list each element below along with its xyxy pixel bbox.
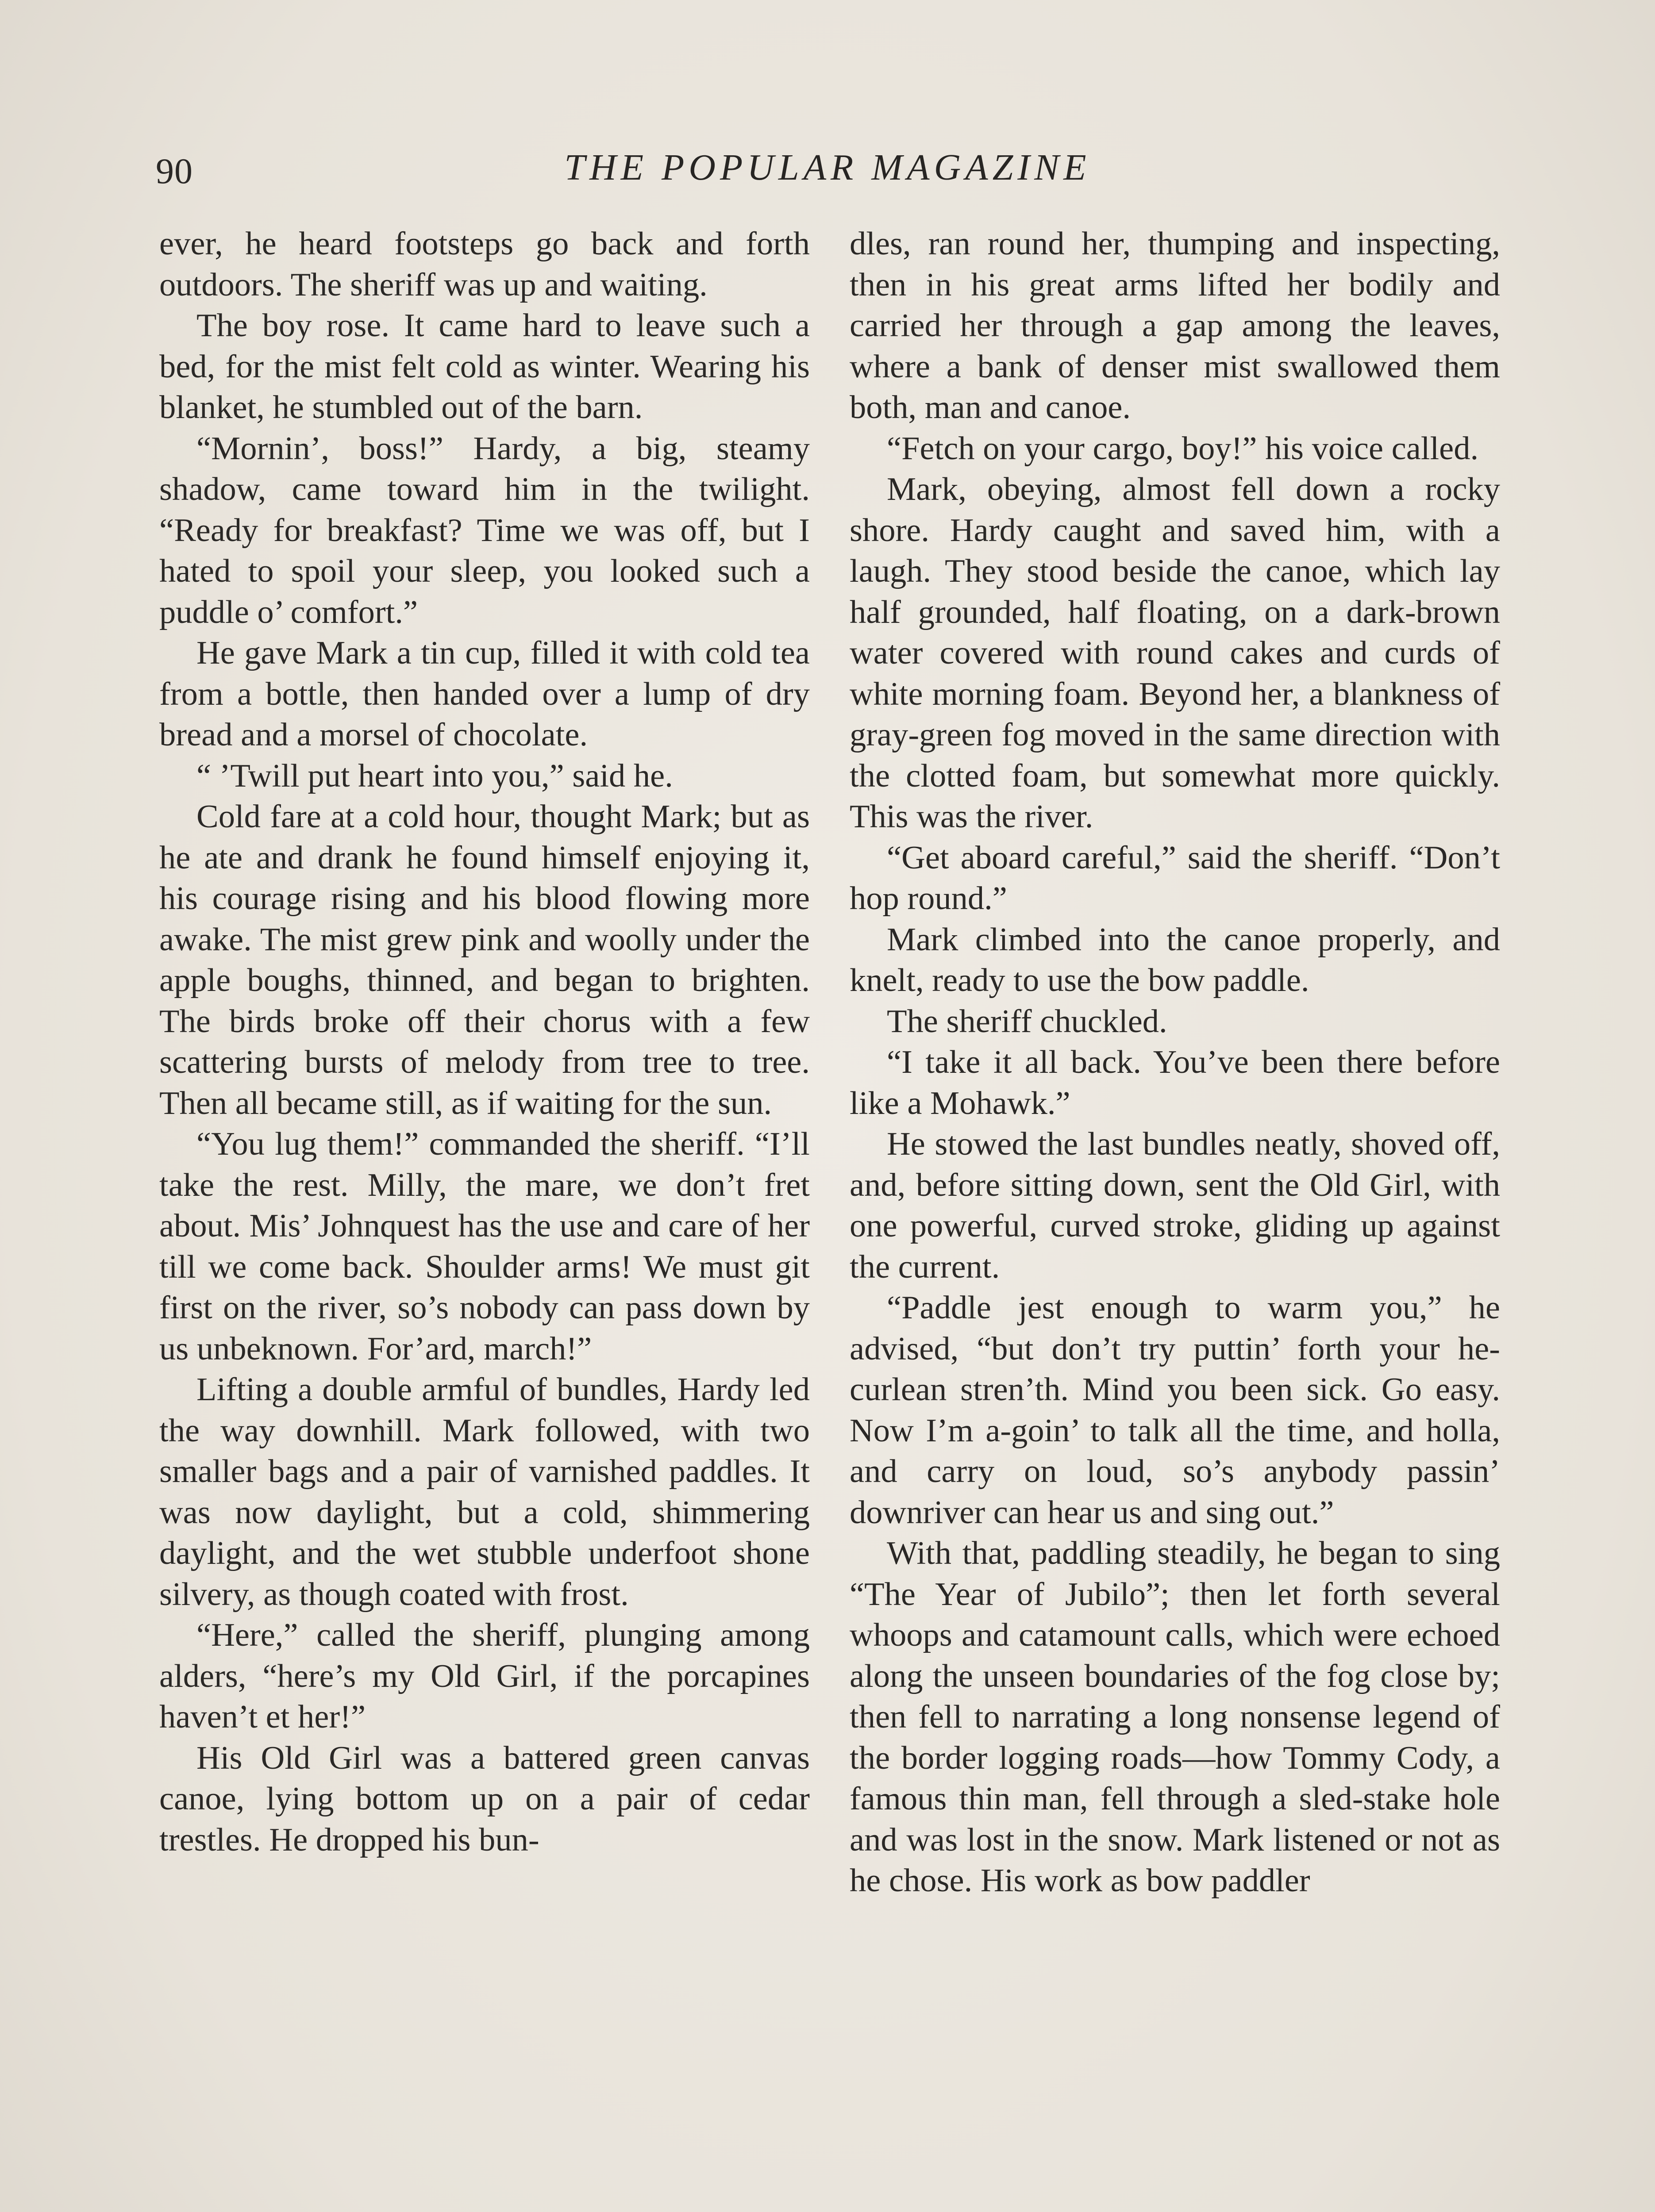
paragraph: ever, he heard footsteps go back and forth outdoors. The sheriff was up and waiting. <box>159 226 810 303</box>
left-text-column <box>159 223 810 1860</box>
paragraph: He stowed the last bundles neatly, shoved off, and, before sitting down, sent the Old Girl, with one powerful, curved stroke, gliding up against the current. <box>850 1126 1500 1285</box>
paragraph: “I take it all back. You’ve been there before like a Mohawk.” <box>850 1044 1500 1121</box>
paragraph: “ ’Twill put heart into you,” said he. <box>196 757 673 794</box>
paragraph: “Paddle jest enough to warm you,” he advised, “but don’t try puttin’ forth your he-curlean stren’th. Mind you been sick. Go easy. Now I’m a-goin’ to talk all the time, and holla, and carry on loud, so’s anybody passin’ downriver can hear us and sing out.” <box>850 1290 1500 1531</box>
paragraph: “Get aboard careful,” said the sheriff. “Don’t hop round.” <box>850 839 1500 917</box>
paragraph: Mark, obeying, almost fell down a rocky shore. Hardy caught and saved him, with a laugh. They stood beside the canoe, which lay half grounded, half floating, on a dark-brown water covered with round cakes and curds of white morning foam. Beyond her, a blankness of gray-green fog moved in the same direction with the clotted foam, but somewhat more quickly. This was the river. <box>850 471 1500 835</box>
paragraph: His Old Girl was a battered green canvas canoe, lying bottom up on a pair of cedar trestles. He dropped his bun- <box>159 1740 810 1858</box>
paragraph: “You lug them!” commanded the sheriff. “I’ll take the rest. Milly, the mare, we don’t fret about. Mis’ Johnquest has the use and care of her till we come back. Shoulder arms! We must git first on the river, so’s nobody can pass down by us unbeknown. For’ard, march!” <box>159 1126 810 1367</box>
paragraph: With that, paddling steadily, he began to sing “The Year of Jubilo”; then let forth several whoops and catamount calls, which were echoed along the unseen boundaries of the fog close by; then fell to narrating a long nonsense legend of the border logging roads—how Tommy Cody, a famous thin man, fell through a sled-stake hole and was lost in the snow. Mark listened or not as he chose. His work as bow paddler <box>850 1535 1500 1899</box>
paragraph: “Here,” called the sheriff, plunging among alders, “here’s my Old Girl, if the porcapines haven’t et her!” <box>159 1617 810 1735</box>
page-number: 90 <box>156 151 193 191</box>
paragraph: He gave Mark a tin cup, filled it with cold tea from a bottle, then handed over a lump of dry bread and a morsel of chocolate. <box>159 635 810 753</box>
paragraph: Lifting a double armful of bundles, Hardy led the way downhill. Mark followed, with two smaller bags and a pair of varnished paddles. It was now daylight, but a cold, shimmering daylight, and the wet stubble underfoot shone silvery, as though coated with frost. <box>159 1371 810 1613</box>
paragraph: Cold fare at a cold hour, thought Mark; but as he ate and drank he found himself enjoying it, his courage rising and his blood flowing more awake. The mist grew pink and woolly under the apple boughs, thinned, and began to brighten. The birds broke off their chorus with a few scattering bursts of melody from tree to tree. Then all became still, as if waiting for the sun. <box>159 799 810 1121</box>
right-text-column <box>850 223 1500 1901</box>
running-head-title: THE POPULAR MAGAZINE <box>564 147 1091 188</box>
paragraph: The boy rose. It came hard to leave such a bed, for the mist felt cold as winter. Wearing his blanket, he stumbled out of the barn. <box>159 307 810 426</box>
paragraph: The sheriff chuckled. <box>887 1003 1167 1040</box>
paragraph: Mark climbed into the canoe properly, and knelt, ready to use the bow paddle. <box>850 921 1500 998</box>
paragraph: “Mornin’, boss!” Hardy, a big, steamy shadow, came toward him in the twilight. “Ready for breakfast? Time we was off, but I hated to spoil your sleep, you looked such a puddle o’ comfort.” <box>159 430 810 630</box>
paragraph: “Fetch on your cargo, boy!” his voice called. <box>887 430 1479 467</box>
paragraph: dles, ran round her, thumping and inspecting, then in his great arms lifted her bodily and carried her through a gap among the leaves, where a bank of denser mist swallowed them both, man and canoe. <box>850 226 1500 426</box>
